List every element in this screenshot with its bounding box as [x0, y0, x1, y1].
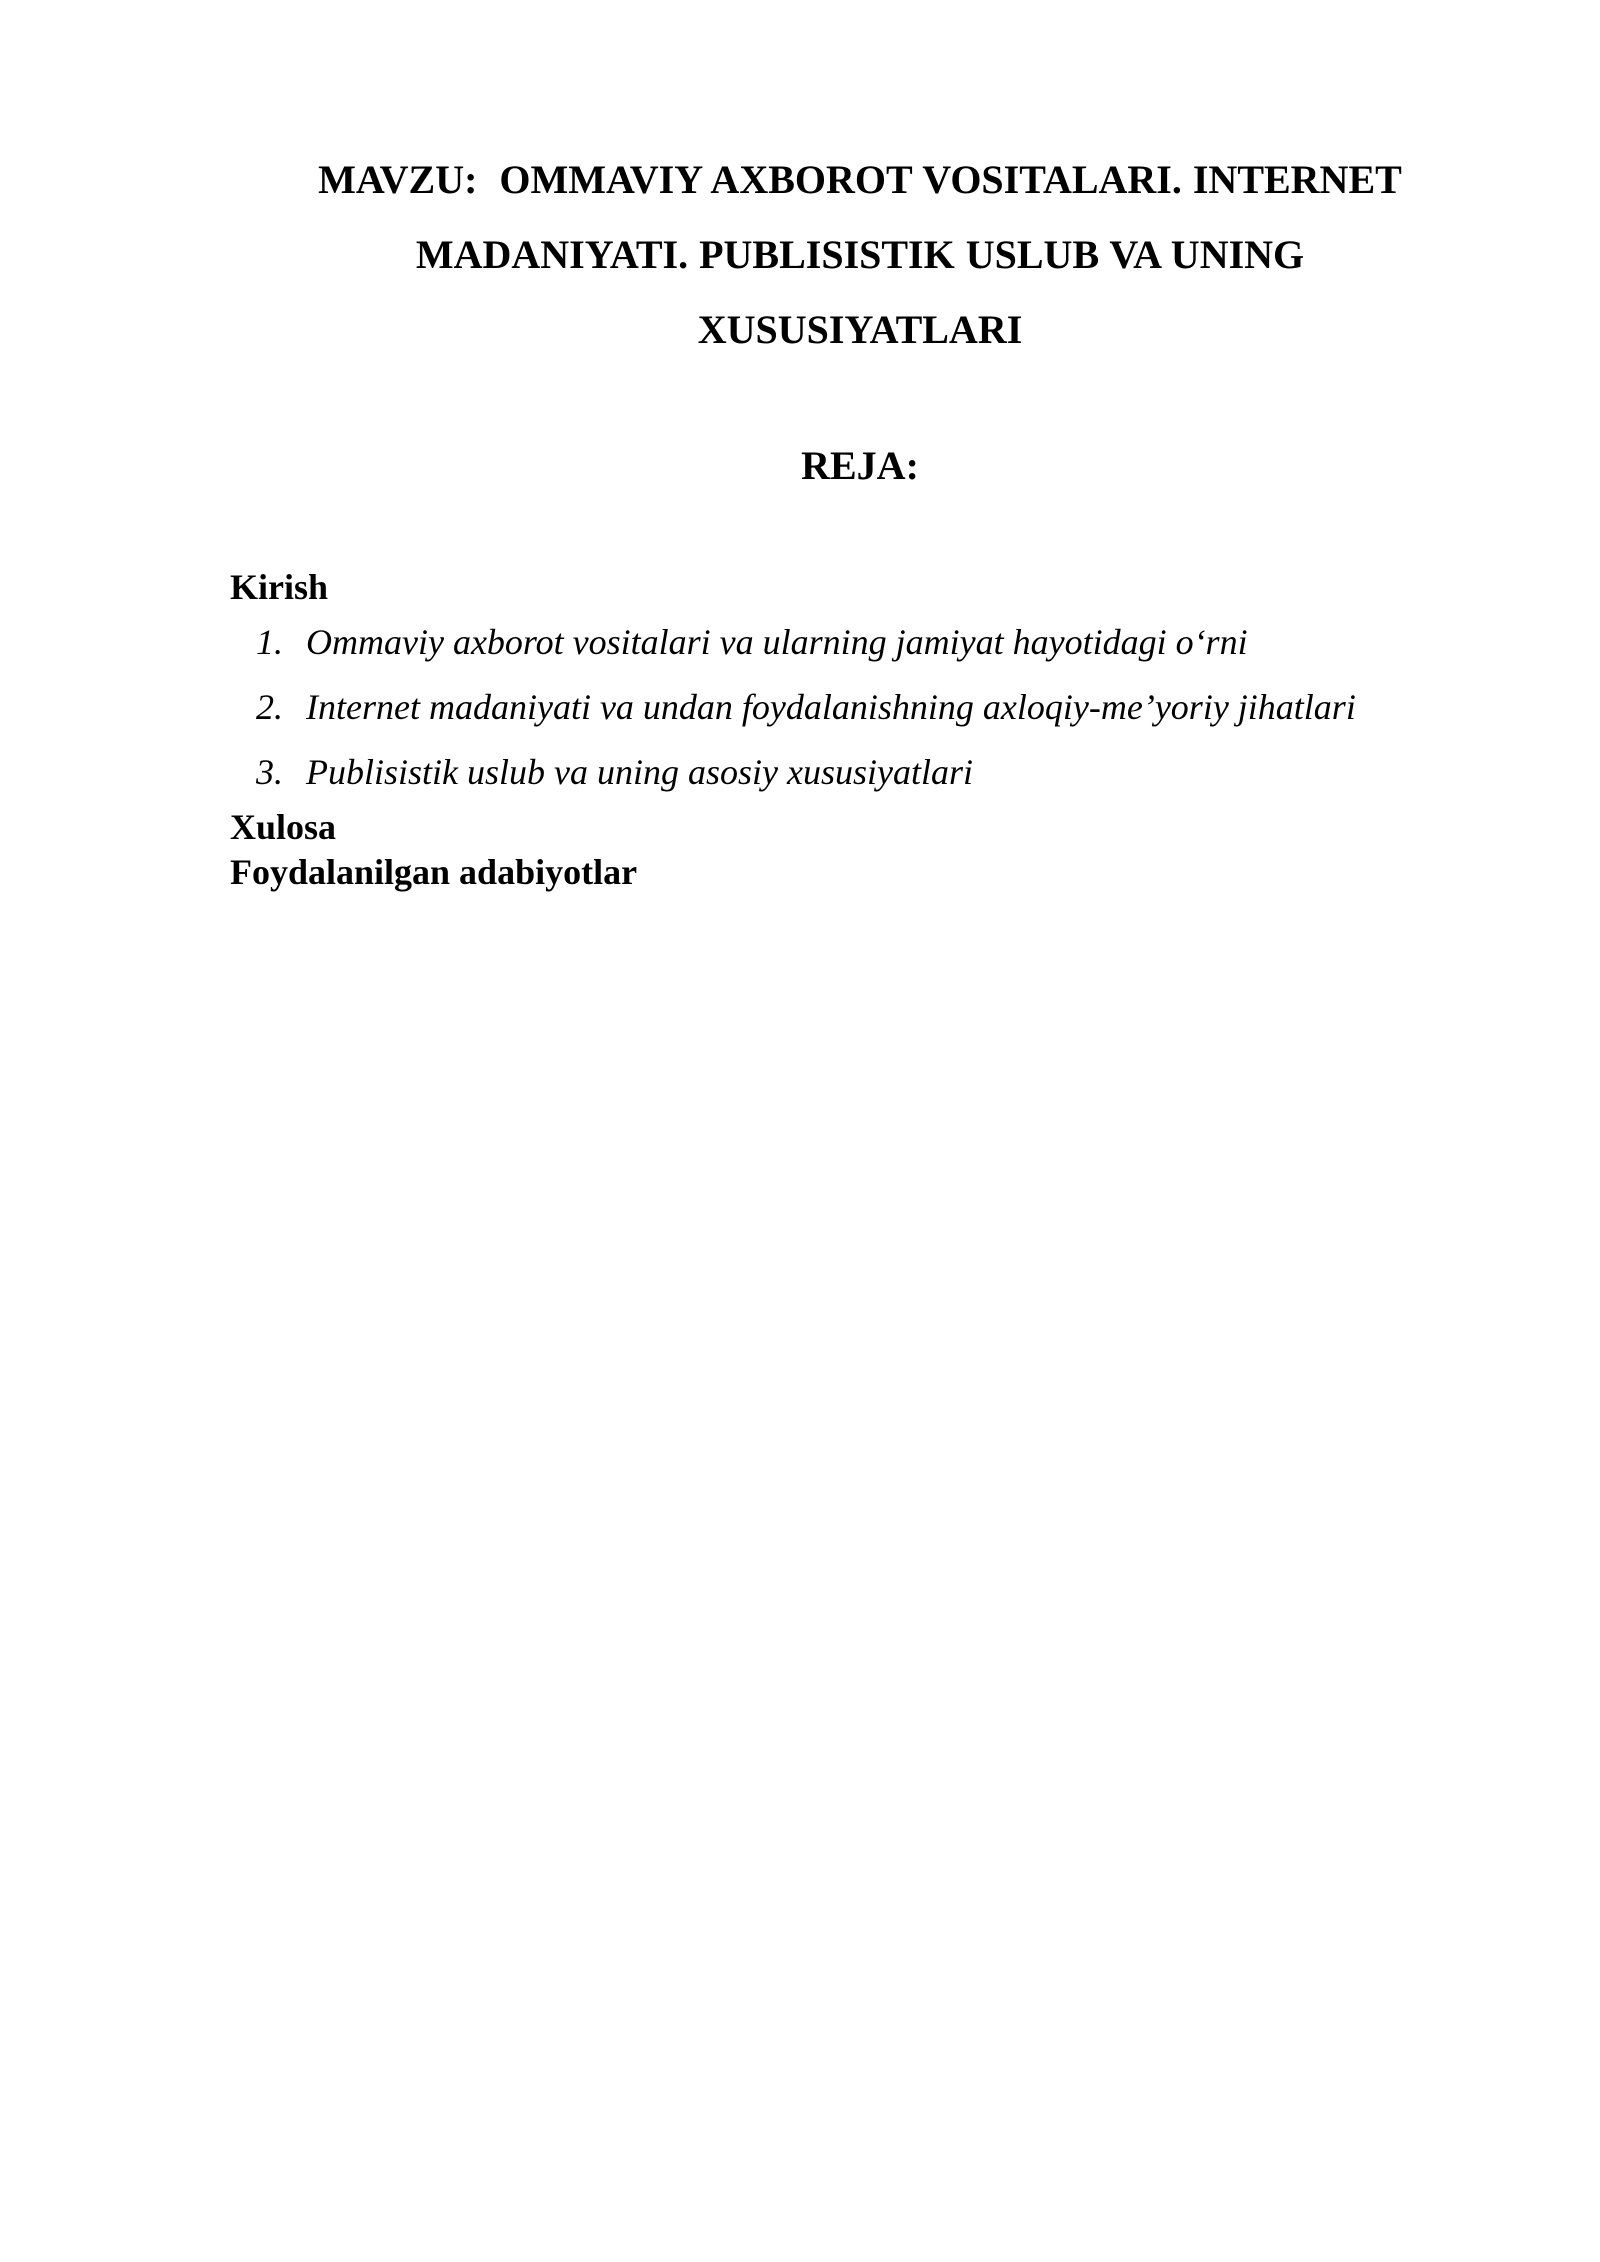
list-item-number: 1.	[256, 622, 283, 662]
plan-heading: REJA:	[801, 443, 919, 488]
plan-list	[230, 610, 1490, 805]
list-item-number: 2.	[256, 687, 283, 727]
list-item	[230, 740, 1490, 805]
list-item	[230, 610, 1490, 675]
document-title	[230, 142, 1490, 367]
references-heading: Foydalanilgan adabiyotlar	[230, 852, 638, 892]
title-line-1: MAVZU: OMMAVIY AXBOROT VOSITALARI. INTERNET	[318, 157, 1402, 202]
list-item-number: 3.	[256, 752, 283, 792]
title-line-3: XUSUSIYATLARI	[697, 307, 1023, 352]
title-line-2: MADANIYATI. PUBLISISTIK USLUB VA UNING	[415, 232, 1305, 277]
list-item	[230, 675, 1490, 740]
list-item-text: Ommaviy axborot vositalari va ularning jamiyat hayotidagi o‘rni	[306, 622, 1248, 662]
plan-section	[230, 565, 1490, 895]
intro-heading: Kirish	[230, 567, 329, 607]
list-item-text: Publisistik uslub va uning asosiy xususiyatlari	[306, 752, 973, 792]
list-item-text: Internet madaniyati va undan foydalanishning axloqiy-me’yoriy jihatlari	[306, 687, 1356, 727]
conclusion-heading: Xulosa	[230, 807, 337, 847]
